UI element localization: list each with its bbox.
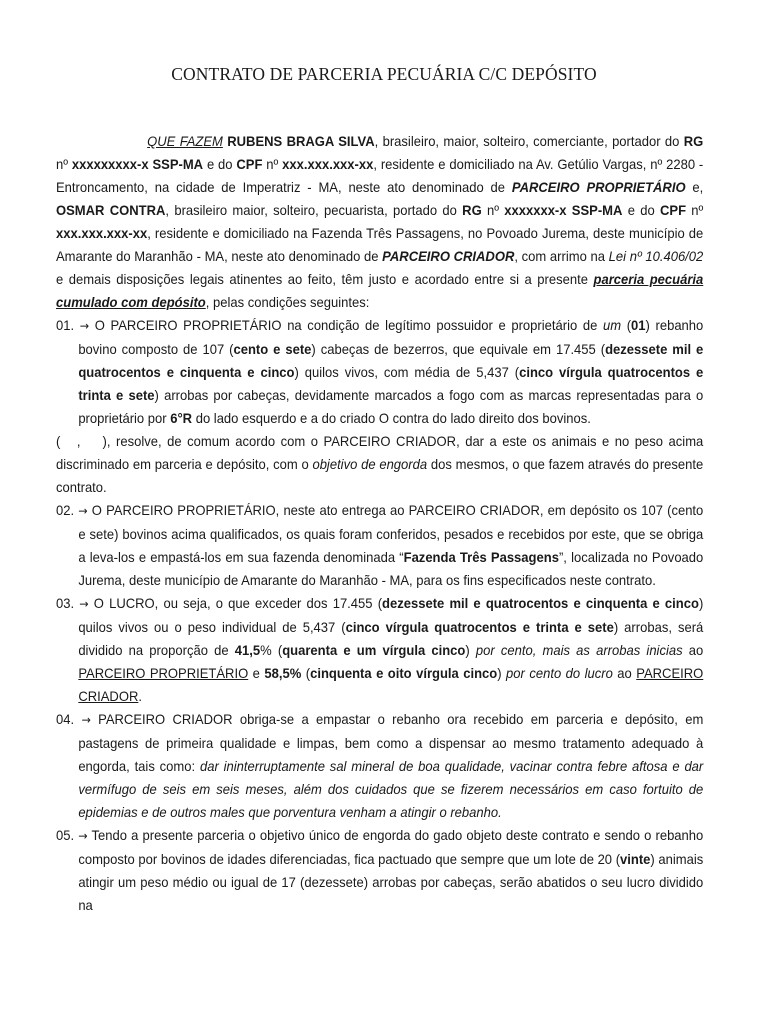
que-fazem: QUE FAZEM [147,133,223,149]
arrow-icon: → [78,504,88,518]
clause-04: 04. → PARCEIRO CRIADOR obriga-se a empastar o rebanho ora recebido em parceria e depósito, em pastagens de primeira qualidade e limpas, bem como a dispensar ao mesmo tratamento adequado à engorda, tais como: dar ininterruptamente sal mineral de boa qualidade, vacinar contra febre aftosa e dar vermífugo de seis em seis meses, além dos cuidados que se fizerem necessários em caso fortuito de epidemias e de outros males que porventura venham a atingir o rebanho. [56,711,704,820]
law-reference: Lei nº 10.406/02 [608,248,704,264]
parceiro-criador-term: PARCEIRO CRIADOR [382,248,515,264]
party1-name: RUBENS BRAGA SILVA [227,133,375,149]
parceria-term: parceria pecuária cumulado com depósito [56,271,704,310]
party2-name: OSMAR CONTRA [56,202,166,218]
arrow-icon: → [79,597,89,611]
clause-number: 01. [56,317,75,333]
clause-number: 03. [56,595,75,611]
clause-01: 01. → O PARCEIRO PROPRIETÁRIO na condição de legítimo possuidor e proprietário de um (01) rebanho bovino composto de 107 (cento e sete) cabeças de bezerros, que equivale em 17.455 (dezessete mil e quatrocentos e cinquenta e cinco) quilos vivos, com média de 5,437 (cinco vírgula quatrocentos e trinta e sete) arrobas por cabeças, devidamente marcados a fogo com as marcas representadas para o proprietário por 6°R do lado esquerdo e a do criado O contra do lado direito dos bovinos. [56,317,704,426]
clause-05: 05. → Tendo a presente parceria o objetivo único de engorda do gado objeto deste contrato e sendo o rebanho composto por bovinos de idades diferenciadas, fica pactuado que sempre que um lote de 20 (vinte) animais atingir um peso médio ou igual de 17 (dezessete) arrobas por cabeças, serão abatidos o seu lucro dividido na [56,827,704,913]
clause-number: 05. [56,827,75,843]
parceiro-proprietario-term: PARCEIRO PROPRIETÁRIO [511,179,686,195]
document-title: CONTRATO DE PARCERIA PECUÁRIA C/C DEPÓSITO [171,64,597,84]
document-body [56,130,707,917]
party2-cpf: xxx.xxx.xxx-xx [56,225,148,241]
arrow-icon: → [79,319,90,333]
intro-paragraph: QUE FAZEM RUBENS BRAGA SILVA, brasileiro, maior, solteiro, comerciante, portador do RG nº xxxxxxxxx-x SSP-MA e do CPF nº xxx.xxx.xxx-xx, residente e domiciliado na Av. Getúlio Vargas, nº 2280 - Entroncamento, na cidade de Imperatriz - MA, neste ato denominado de PARCEIRO PROPRIETÁRIO e, OSMAR CONTRA, brasileiro maior, solteiro, pecuarista, portado do RG nº xxxxxxx-x SSP-MA e do CPF nº xxx.xxx.xxx-xx, residente e domiciliado na Fazenda Três Passagens, no Povoado Jurema, deste município de Amarante do Maranhão - MA, neste ato denominado de PARCEIRO CRIADOR, com arrimo na Lei nº 10.406/02 e demais disposições legais atinentes ao feito, têm justo e acordado entre si a presente parceria pecuária cumulado com depósito, pelas condições seguintes: [56,133,704,310]
party1-cpf: xxx.xxx.xxx-xx [282,156,374,172]
clause-number: 02. [56,502,75,518]
party1-rg: xxxxxxxxx-x SSP-MA [71,156,204,172]
clause-03: 03. → O LUCRO, ou seja, o que exceder dos 17.455 (dezessete mil e quatrocentos e cinquenta e cinco) quilos vivos ou o peso individual de 5,437 (cinco vírgula quatrocentos e trinta e sete) arrobas, será dividido na proporção de 41,5% (quarenta e um vírgula cinco) por cento, mais as arrobas inicias ao PARCEIRO PROPRIETÁRIO e 58,5% (cinquenta e oito vírgula cinco) por cento do lucro ao PARCEIRO CRIADOR. [56,595,704,704]
arrow-icon: → [78,829,88,843]
clause-02: 02. → O PARCEIRO PROPRIETÁRIO, neste ato entrega ao PARCEIRO CRIADOR, em depósito os 107 (cento e sete) bovinos acima qualificados, os quais foram conferidos, pesados e recebidos por este, que se obriga a leva-los e empastá-los em sua fazenda denominada “Fazenda Três Passagens”, localizada no Povoado Jurema, deste município de Amarante do Maranhão - MA, para os fins especificados neste contrato. [56,502,704,588]
clause-01-note: ( , ), resolve, de comum acordo com o PARCEIRO CRIADOR, dar a este os animais e no peso acima discriminado em parceria e depósito, com o objetivo de engorda dos mesmos, o que fazem através do presente contrato. [56,433,707,495]
party2-rg: xxxxxxx-x SSP-MA [504,202,623,218]
clause-number: 04. [56,711,75,727]
arrow-icon: → [81,713,91,727]
